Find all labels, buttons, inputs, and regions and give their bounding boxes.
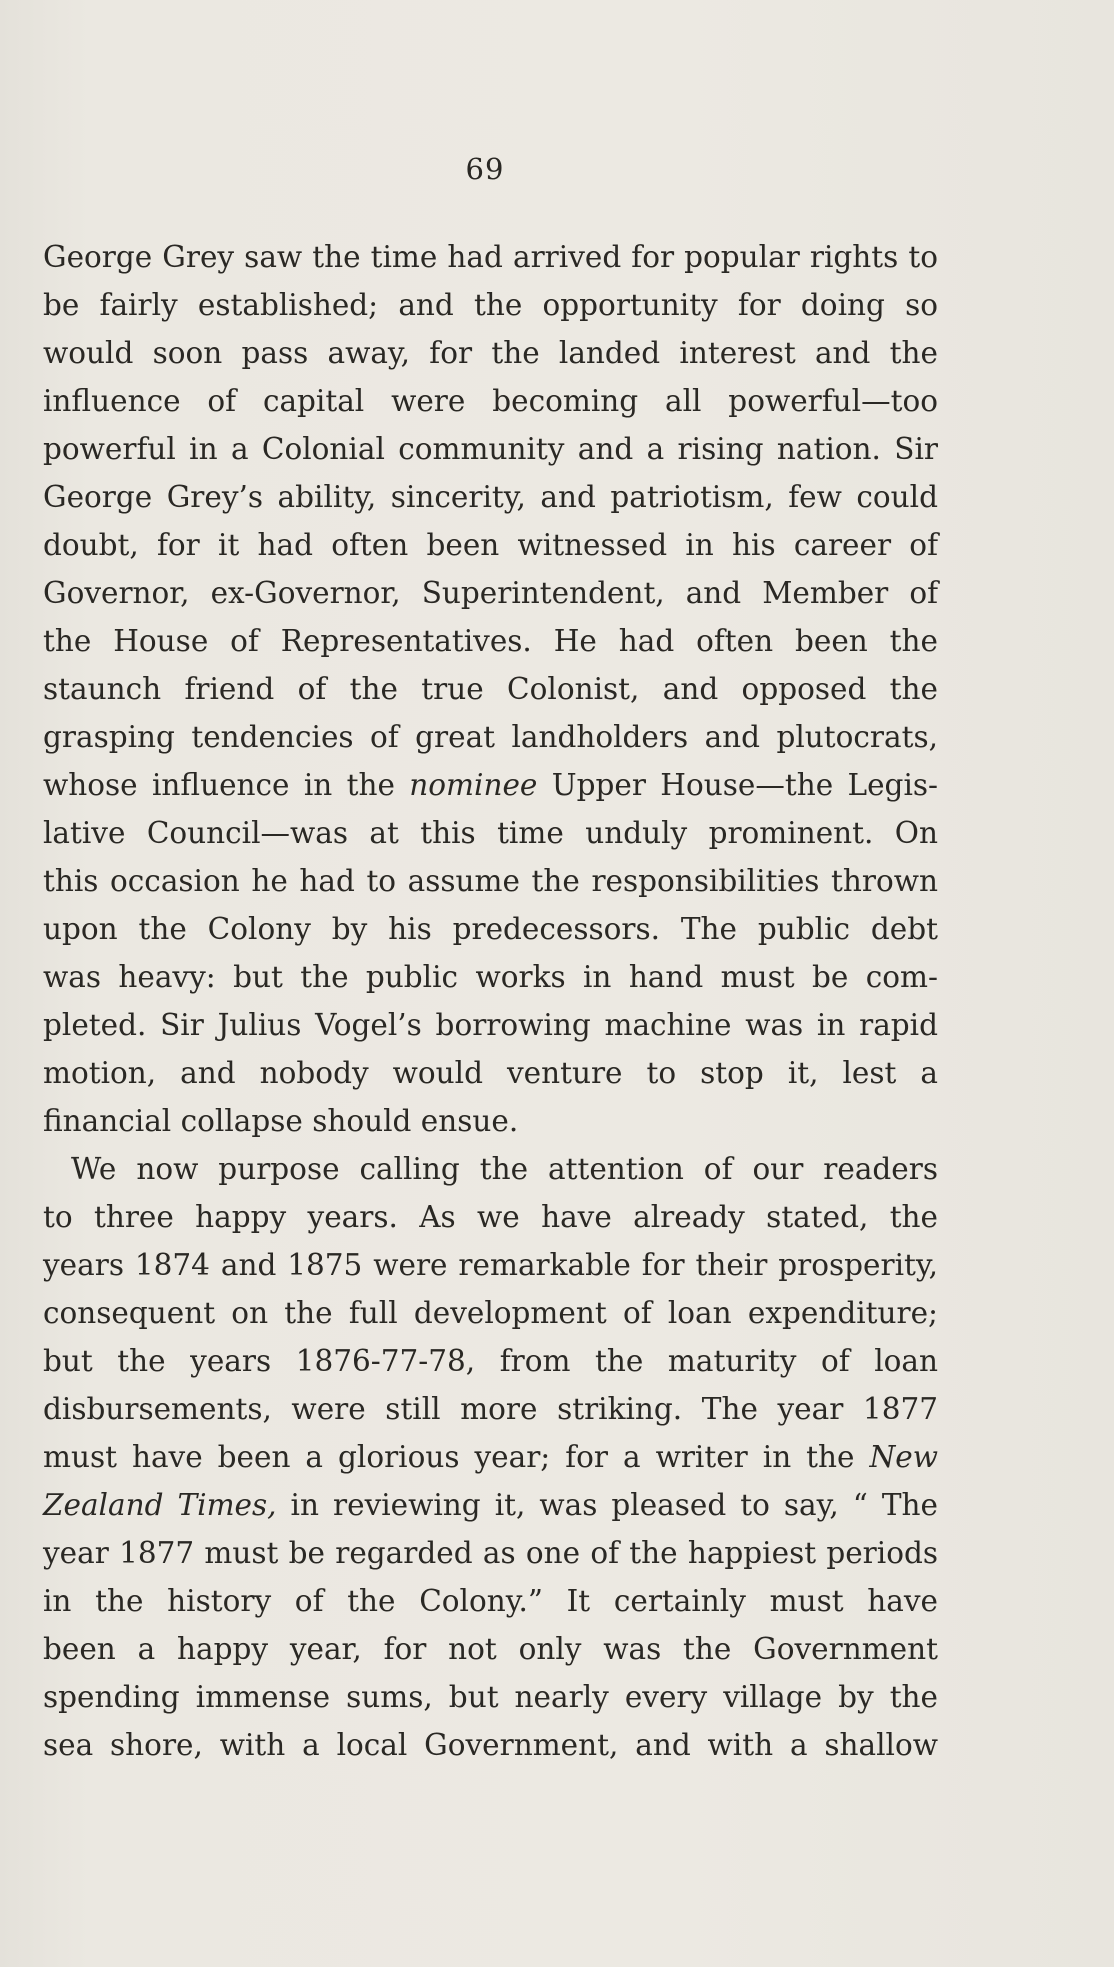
text-line: whose influence in the nominee Upper House—the Legis- bbox=[43, 768, 938, 802]
text-line: upon the Colony by his predecessors. The public debt bbox=[43, 912, 938, 946]
text-line: would soon pass away, for the landed interest and the bbox=[43, 336, 938, 370]
text-line: George Grey’s ability, sincerity, and patriotism, few could bbox=[43, 480, 938, 514]
text-line: consequent on the full development of loan expenditure; bbox=[43, 1296, 938, 1330]
text-line: disbursements, were still more striking. The year 1877 bbox=[43, 1392, 938, 1426]
text-line: to three happy years. As we have already stated, the bbox=[43, 1200, 938, 1234]
text-line: Governor, ex-Governor, Superintendent, and Member of bbox=[43, 576, 938, 610]
text-line: spending immense sums, but nearly every village by the bbox=[43, 1680, 938, 1714]
text-line: motion, and nobody would venture to stop it, lest a bbox=[43, 1056, 938, 1090]
text-line: lative Council—was at this time unduly prominent. On bbox=[43, 816, 938, 850]
text-line: influence of capital were becoming all powerful—too bbox=[43, 384, 938, 418]
text-line: grasping tendencies of great landholders and plutocrats, bbox=[43, 720, 938, 754]
text-line: in the history of the Colony.” It certainly must have bbox=[43, 1584, 938, 1618]
text-line: staunch friend of the true Colonist, and opposed the bbox=[43, 672, 938, 706]
text-line: financial collapse should ensue. bbox=[43, 1104, 519, 1138]
text-line: was heavy: but the public works in hand must be com- bbox=[43, 960, 938, 994]
text-line: George Grey saw the time had arrived for popular rights to bbox=[43, 240, 938, 274]
text-line: must have been a glorious year; for a writer in the New bbox=[43, 1440, 938, 1474]
text-line: doubt, for it had often been witnessed in his career of bbox=[43, 528, 938, 562]
paragraph bbox=[43, 1145, 938, 1769]
text-line: pleted. Sir Julius Vogel’s borrowing machine was in rapid bbox=[43, 1008, 938, 1042]
body-text bbox=[43, 233, 938, 1769]
text-line: Zealand Times, in reviewing it, was pleased to say, “ The bbox=[43, 1488, 938, 1522]
text-line: year 1877 must be regarded as one of the happiest periods bbox=[43, 1536, 938, 1570]
text-line: years 1874 and 1875 were remarkable for their prosperity, bbox=[43, 1248, 938, 1282]
text-line: sea shore, with a local Government, and with a shallow bbox=[43, 1728, 938, 1762]
text-line: been a happy year, for not only was the Government bbox=[43, 1632, 938, 1666]
paragraph bbox=[43, 233, 938, 1145]
text-line: We now purpose calling the attention of our readers bbox=[71, 1152, 938, 1186]
text-line: but the years 1876-77-78, from the maturity of loan bbox=[43, 1344, 938, 1378]
text-line: this occasion he had to assume the responsibilities thrown bbox=[43, 864, 938, 898]
text-line: be fairly established; and the opportunity for doing so bbox=[43, 288, 938, 322]
text-line: the House of Representatives. He had often been the bbox=[43, 624, 938, 658]
page-number: 69 bbox=[465, 152, 505, 186]
text-line: powerful in a Colonial community and a rising nation. Sir bbox=[43, 432, 938, 466]
